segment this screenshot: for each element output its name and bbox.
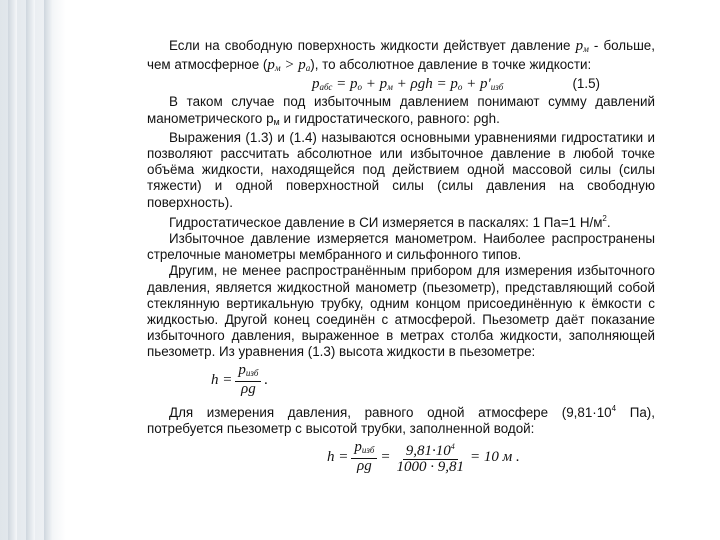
p1-cmp: р bbox=[267, 57, 275, 74]
p2-text: В таком случае под избыточным давлением понимают сумму давлений манометрического р bbox=[147, 94, 655, 126]
p4-end: . bbox=[606, 214, 611, 230]
p7-text: Для измерения давления, равного одной атмосфере (9,81·10 bbox=[169, 404, 612, 420]
p1-text-a: Если на свободную поверхность жидкости действует давление bbox=[169, 38, 571, 53]
eqf-fraction-2 bbox=[394, 439, 468, 475]
eqf-den1: ρg bbox=[357, 458, 372, 475]
eq-h-lhs: h = bbox=[211, 371, 233, 388]
f-text: р bbox=[312, 76, 320, 93]
paragraph-5: Избыточное давление измеряется манометром. Наиболее распространены стрелочные манометры мембранного и сильфонного типов. bbox=[147, 231, 655, 263]
eqf-num2-sup: 4 bbox=[450, 442, 455, 452]
p1-cmp2-sub: а bbox=[305, 63, 311, 74]
equation-h-body bbox=[211, 363, 268, 397]
equation-final-body bbox=[327, 439, 520, 475]
p1-text-b: - больше, чем атмосферное ( bbox=[147, 38, 655, 73]
f-sub2: о bbox=[357, 82, 363, 93]
eq-h-tail: . bbox=[264, 371, 269, 388]
eqf-num2-text: 9,81·10 bbox=[405, 443, 451, 460]
eqf-result: = 10 м . bbox=[470, 448, 520, 465]
eq-h-fraction bbox=[235, 363, 261, 397]
eq-h-den: ρg bbox=[241, 380, 256, 397]
f-rest3: + р' bbox=[462, 76, 491, 93]
p1-cmp-sub: м bbox=[274, 63, 281, 74]
eqf-num1 bbox=[351, 440, 377, 459]
paragraph-6: Другим, не менее распространённым прибором для измерения избыточного давления, является жидкостной манометр (пьезометр), представляющий собой стеклянную вертикальную трубку, одним концом присоединённую к ёмкости с жидкостью. Другой конец соединён с атмосферой. Пьезометр даёт показание избыточного давления, выраженное в метрах столба жидкости, заполняющей пьезометр. Из уравнения (1.3) высота жидкости в пьезометре: bbox=[147, 263, 655, 360]
eqf-lhs: h = bbox=[327, 448, 349, 465]
paragraph-4 bbox=[147, 211, 655, 231]
paragraph-2 bbox=[147, 94, 655, 129]
eqf-num1-text: р bbox=[354, 439, 362, 456]
paragraph-3: Выражения (1.3) и (1.4) называются основными уравнениями гидростатики и позволяют рассчитать абсолютное или избыточное давление в любой точке объёма жидкости, находящейся под действием одной массовой силы (силы тяжести) и одной поверхностной силы (силы давления на свободную поверхность). bbox=[147, 129, 655, 210]
p7-sup: 4 bbox=[611, 403, 617, 413]
eqf-eq: = bbox=[380, 448, 391, 465]
paragraph-1 bbox=[147, 38, 655, 76]
p4-sup: 2 bbox=[602, 213, 607, 223]
eqf-den2: 1000 · 9,81 bbox=[396, 459, 465, 476]
eq-h-num-text: р bbox=[238, 361, 246, 378]
formula-number: (1.5) bbox=[572, 76, 600, 92]
f-sub1: абс bbox=[319, 82, 333, 93]
equation-h bbox=[147, 361, 655, 401]
p7-end: Па), потребуется пьезометр с высотой трубки, заполненной водой: bbox=[147, 404, 655, 436]
f-plus: + р bbox=[362, 76, 388, 93]
paragraph-7 bbox=[147, 401, 655, 437]
f-rest2: + ρgh = р bbox=[392, 76, 458, 93]
symbol-cmp bbox=[267, 57, 310, 73]
band-stripe bbox=[26, 0, 35, 540]
p1-gt: > bbox=[280, 57, 299, 74]
text-content bbox=[147, 38, 655, 477]
eq-h-num-sub: изб bbox=[245, 367, 259, 378]
eq-h-num bbox=[235, 363, 261, 382]
p1-text-c: ), то абсолютное давление в точке жидкости: bbox=[310, 57, 592, 73]
p1-sub: м bbox=[583, 44, 589, 54]
p2-sub: м bbox=[273, 116, 280, 127]
band-stripe bbox=[8, 0, 17, 540]
f-sub4: о bbox=[457, 82, 463, 93]
band-stripe bbox=[44, 0, 53, 540]
eqf-fraction-1 bbox=[351, 440, 377, 474]
p4-text: Гидростатическое давление в СИ измеряется в паскалях: 1 Па=1 Н/м bbox=[169, 214, 603, 230]
left-decorative-band bbox=[0, 0, 66, 540]
formula-1-5 bbox=[147, 76, 655, 94]
eqf-num1-sub: изб bbox=[361, 445, 375, 456]
f-sub5: изб bbox=[490, 82, 504, 93]
p1-sym: р bbox=[575, 38, 584, 54]
formula-body bbox=[312, 76, 503, 95]
f-sub3: м bbox=[387, 82, 393, 93]
p2-end: и гидростатического, равного: ρgh. bbox=[279, 110, 500, 126]
f-rest: = р bbox=[332, 76, 358, 93]
eqf-num2 bbox=[403, 439, 458, 460]
p1-cmp2: р bbox=[298, 57, 306, 74]
symbol-pm bbox=[576, 38, 589, 54]
equation-final bbox=[147, 437, 655, 477]
